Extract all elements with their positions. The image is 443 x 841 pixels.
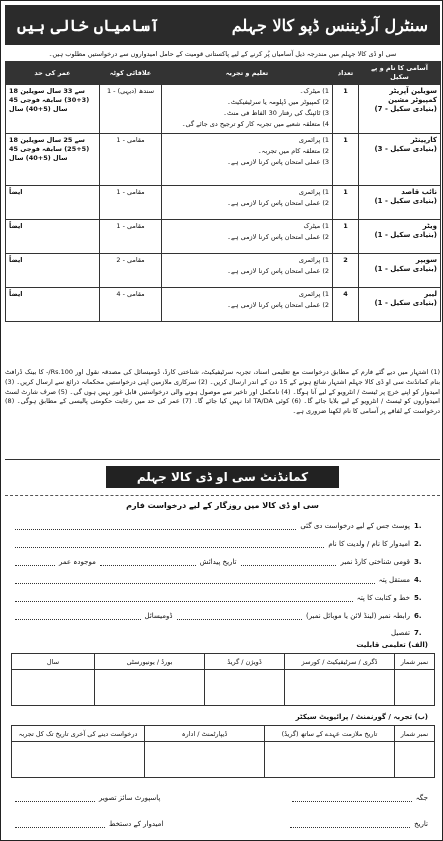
field-label: خط و کتابت کا پتہ [356, 594, 410, 602]
field-mid-label: تاریخ پیدائش [199, 558, 237, 566]
post-name: لیبر [424, 290, 437, 298]
experience-header: درخواست دینے کی آخری تاریخ تک کل تجربہ [12, 726, 145, 742]
form-field-row [15, 593, 428, 602]
field-label: مستقل پتہ [378, 576, 410, 584]
area-cell: مقامی - 1 [100, 186, 162, 220]
post-cell [359, 288, 441, 322]
vacancy-row [6, 220, 441, 254]
education-item: 2) عملی امتحان پاس کرنا لازمی ہے۔ [227, 199, 329, 207]
field-label: پوسٹ جس کے لیے درخواست دی گئی [300, 522, 410, 530]
field-label: امیدوار کا نام / ولدیت کا نام [328, 540, 410, 548]
education-item: 2) عملی امتحان پاس کرنا لازمی ہے۔ [227, 301, 329, 309]
col-post: آسامی کا نام و پے سکیل [359, 62, 441, 85]
edu-cell[interactable] [285, 670, 395, 706]
exp-cell[interactable] [145, 742, 265, 778]
education-item: 2) کمپیوٹر میں ڈپلومہ یا سرٹیفیکیٹ۔ [226, 98, 329, 106]
post-cell [359, 85, 441, 134]
field-mid-label: ڈومیسائل [144, 612, 173, 620]
form-field-row [15, 557, 428, 566]
field-label: رابطہ نمبر (لینڈ لائن یا موبائل نمبر) [306, 612, 410, 620]
post-scale: (بنیادی سکیل - 1) [374, 197, 437, 205]
post-name: سویلین آپریٹر کمپیوٹر مشین [388, 87, 437, 104]
date-line[interactable] [290, 819, 410, 828]
post-scale: (بنیادی سکیل - 1) [374, 265, 437, 273]
education-header: ڈویژن / گریڈ [205, 654, 285, 670]
field-number: 1. [414, 522, 422, 530]
field-number: 2. [414, 540, 422, 548]
field-input-line[interactable] [15, 557, 55, 566]
education-header: سال [12, 654, 95, 670]
post-scale: (بنیادی سکیل - 1) [374, 299, 437, 307]
place-row [292, 793, 428, 802]
education-cell [162, 186, 333, 220]
field-input-line[interactable] [15, 575, 375, 584]
field-input-line[interactable] [100, 557, 196, 566]
terms-notes: (1) اشتہار میں دیے گئے فارم کے مطابق درخواست مع تعلیمی اسناد، تجربہ سرٹیفیکیٹ، شناختی کارڈ، ڈومیسائل کی مصدقہ نقول اور Rs.100/- کا بینک ڈرافٹ بنام کمانڈنٹ سی او ڈی کالا جہلم اشتہار شائع ہونے کے 15 دن کے اندر ارسال کریں۔ (2) سرکاری ملازمین اپنی درخواستیں محکمانہ ذرائع سے ارسال کریں۔ (3) امیدوار کو اپنے خرچ پر ٹیسٹ / انٹرویو کے لیے آنا ہوگا۔ (4) نامکمل اور تاخیر سے موصول ہونے والی درخواستیں قابل غور نہیں ہوں گی۔ (5) صرف شارٹ لسٹ امیدواروں کو ٹیسٹ / انٹرویو کے لیے بلایا جائے گا۔ (6) کوئی TA/DA ادا نہیں کیا جائے گا۔ (7) عمر کی حد میں رعایت حکومتی پالیسی کے مطابق ہوگی۔ (8) درخواست کے لفافے پر آسامی کا نام لکھنا ضروری ہے۔ [5, 368, 440, 460]
field-input-line[interactable] [15, 611, 141, 620]
post-name: نائب قاصد [401, 188, 437, 196]
place-line[interactable] [292, 793, 412, 802]
edu-cell[interactable] [395, 670, 435, 706]
cut-line [5, 495, 440, 496]
education-item: 2) متعلقہ کام میں تجربہ۔ [257, 147, 329, 155]
col-age: عمر کی حد [6, 62, 100, 85]
vacancy-row [6, 254, 441, 288]
education-item: 3) عملی امتحان پاس کرنا لازمی ہے۔ [227, 158, 329, 166]
form-field-row [15, 611, 428, 620]
form-field-row [15, 629, 428, 637]
signature-row [15, 819, 163, 828]
exp-cell[interactable] [12, 742, 145, 778]
date-label: تاریخ [414, 820, 428, 828]
header-title-sub: آسامیاں خالی ہیں [17, 15, 160, 35]
col-education: تعلیم و تجربہ [162, 62, 333, 85]
vacancy-row [6, 288, 441, 322]
field-input-line[interactable] [15, 521, 296, 530]
field-number: 5. [414, 594, 422, 602]
form-field-row [15, 575, 428, 584]
date-row [290, 819, 428, 828]
vacancy-table [5, 61, 441, 322]
post-name: کارپینٹر [410, 136, 437, 144]
intro-text: سی او ڈی کالا جہلم میں مندرجہ ذیل آسامیاں پُر کرنے کے لیے پاکستانی قومیت کے حامل امیدواروں سے درخواستیں مطلوب ہیں۔ [48, 50, 397, 58]
qty-cell: 2 [333, 254, 359, 288]
age-cell: ایضاً [6, 254, 100, 288]
field-label: تفصیل [391, 629, 410, 637]
post-name: سویپر [415, 256, 437, 264]
area-cell: مقامی - 1 [100, 220, 162, 254]
header-title-main: سنٹرل آرڈیننس ڈپو کالا جہلم [231, 15, 428, 35]
field-number: 3. [414, 558, 422, 566]
signature-label: امیدوار کے دستخط [109, 820, 164, 828]
education-item: 1) پرائمری [298, 188, 329, 196]
post-cell [359, 134, 441, 186]
education-item: 1) پرائمری [298, 290, 329, 298]
qty-cell: 4 [333, 288, 359, 322]
edu-cell[interactable] [95, 670, 205, 706]
age-cell: ایضاً [6, 220, 100, 254]
experience-header: ڈیپارٹمنٹ / ادارہ [145, 726, 265, 742]
vacancy-row [6, 85, 441, 134]
advert-header [5, 5, 440, 45]
experience-table [11, 725, 435, 778]
education-table [11, 653, 435, 706]
field-input-line[interactable] [241, 557, 337, 566]
vacancy-row [6, 134, 441, 186]
qty-cell: 1 [333, 85, 359, 134]
field-input-line[interactable] [177, 611, 303, 620]
form-field-row [15, 521, 428, 530]
area-cell: مقامی - 4 [100, 288, 162, 322]
commandant-banner: کمانڈنٹ سی او ڈی کالا جہلم [106, 466, 339, 488]
vacancy-table-header [6, 62, 441, 85]
experience-header: نمبر شمار [395, 726, 435, 742]
education-cell [162, 85, 333, 134]
post-cell [359, 186, 441, 220]
qty-cell: 1 [333, 134, 359, 186]
field-number: 6. [414, 612, 422, 620]
field-label: قومی شناختی کارڈ نمبر [340, 558, 410, 566]
education-cell [162, 254, 333, 288]
education-cell [162, 220, 333, 254]
post-scale: (بنیادی سکیل - 7) [374, 105, 437, 113]
field-input-line[interactable] [15, 539, 324, 548]
age-cell: ایضاً [6, 288, 100, 322]
education-item: 1) میٹرک۔ [299, 87, 329, 95]
age-cell: 18 سے 25 سال سویلین (5+25) سابقہ فوجی 45 سال (5+40) سال [6, 134, 100, 186]
col-area: علاقائی کوٹہ [100, 62, 162, 85]
col-qty: تعداد [333, 62, 359, 85]
photo-line[interactable] [15, 793, 95, 802]
signature-line[interactable] [15, 819, 105, 828]
field-number: 7. [414, 629, 422, 637]
education-cell [162, 288, 333, 322]
education-item: 2) عملی امتحان پاس کرنا لازمی ہے۔ [227, 233, 329, 241]
post-name: ویٹر [422, 222, 437, 230]
education-header: ڈگری / سرٹیفیکیٹ / کورسز [285, 654, 395, 670]
education-item: 3) ٹائپنگ کی رفتار 30 الفاظ فی منٹ۔ [223, 109, 329, 117]
post-cell [359, 220, 441, 254]
experience-title: (ب) تجربہ / گورنمنٹ / پرائیویٹ سیکٹر [295, 713, 428, 721]
experience-header: تاریخ ملازمت عہدے کے ساتھ (گریڈ) [265, 726, 395, 742]
area-cell: مقامی - 2 [100, 254, 162, 288]
form-field-row [15, 539, 428, 548]
education-title: (الف) تعلیمی قابلیت [356, 641, 428, 649]
education-header: بورڈ / یونیورسٹی [95, 654, 205, 670]
exp-cell[interactable] [265, 742, 395, 778]
vacancy-row [6, 186, 441, 220]
education-item: 1) میٹرک [303, 222, 329, 230]
field-end-label: موجودہ عمر [58, 558, 96, 566]
qty-cell: 1 [333, 220, 359, 254]
education-item: 1) پرائمری [298, 256, 329, 264]
photo-row [15, 793, 160, 802]
education-item: 4) متعلقہ شعبے میں تجربہ کار کو ترجیح دی جائے گی۔ [181, 120, 329, 128]
field-input-line[interactable] [15, 593, 353, 602]
edu-cell[interactable] [12, 670, 95, 706]
edu-cell[interactable] [205, 670, 285, 706]
exp-cell[interactable] [395, 742, 435, 778]
qty-cell: 1 [333, 186, 359, 220]
post-scale: (بنیادی سکیل - 1) [374, 231, 437, 239]
area-cell: سندھ (دیہی) - 1 [100, 85, 162, 134]
post-scale: (بنیادی سکیل - 3) [374, 145, 437, 153]
post-cell [359, 254, 441, 288]
education-header: نمبر شمار [395, 654, 435, 670]
place-label: جگہ [415, 794, 428, 802]
field-number: 4. [414, 576, 422, 584]
age-cell: 18 سے 33 سال سویلین (3+30) سابقہ فوجی 45 سال (5+40) سال [6, 85, 100, 134]
education-cell [162, 134, 333, 186]
age-cell: ایضاً [6, 186, 100, 220]
education-item: 1) پرائمری [298, 136, 329, 144]
education-item: 2) عملی امتحان پاس کرنا لازمی ہے۔ [227, 267, 329, 275]
photo-label: پاسپورٹ سائز تصویر [99, 794, 161, 802]
area-cell: مقامی - 1 [100, 134, 162, 186]
form-title: سی او ڈی کالا میں روزگار کے لیے درخواست فارم [126, 501, 319, 510]
